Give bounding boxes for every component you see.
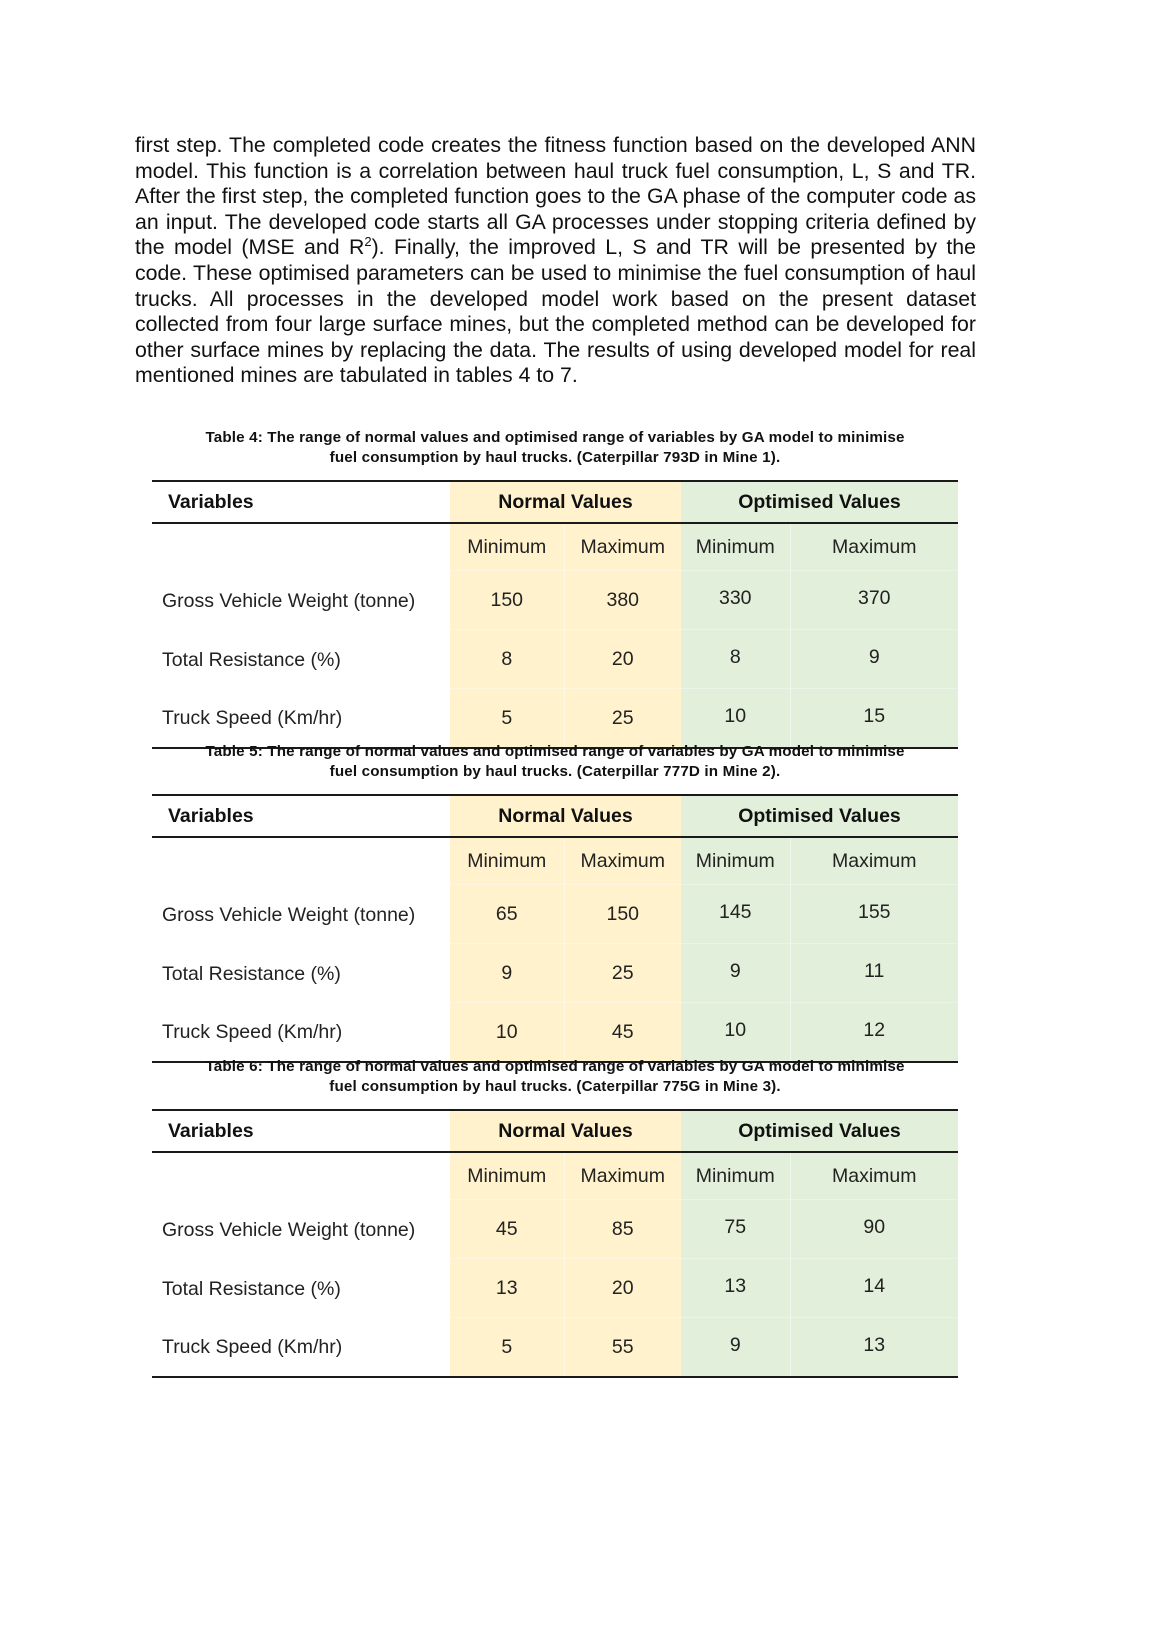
table-row	[152, 1318, 958, 1378]
normal-max: 150	[564, 885, 681, 944]
normal-min: 8	[450, 630, 564, 689]
opt-min: 8	[681, 630, 790, 689]
variable-name: Total Resistance (%)	[162, 648, 341, 671]
normal-min-header: Minimum	[450, 1152, 564, 1200]
table-5-block	[152, 742, 958, 1063]
normal-max: 25	[564, 689, 681, 749]
empty-cell	[152, 837, 450, 885]
table-5	[152, 794, 958, 1063]
variable-name: Gross Vehicle Weight (tonne)	[162, 589, 416, 612]
opt-min-header: Minimum	[681, 523, 790, 571]
variables-header: Variables	[152, 1110, 450, 1152]
normal-min: 65	[450, 885, 564, 944]
table-row	[152, 571, 958, 630]
opt-max-header: Maximum	[790, 523, 958, 571]
table-row	[152, 630, 958, 689]
table-row	[152, 944, 958, 1003]
opt-max: 12	[790, 1003, 958, 1063]
table-6	[152, 1109, 958, 1378]
table-4-block	[152, 428, 958, 749]
normal-min-header: Minimum	[450, 837, 564, 885]
header-row	[152, 481, 958, 523]
opt-min: 10	[681, 1003, 790, 1063]
normal-max-header: Maximum	[564, 523, 681, 571]
table-6-caption	[152, 1057, 958, 1097]
subheader-row	[152, 1152, 958, 1200]
normal-max: 380	[564, 571, 681, 630]
caption-line-2: fuel consumption by haul trucks. (Caterpillar 775G in Mine 3).	[329, 1078, 781, 1095]
table-row	[152, 689, 958, 749]
variable-name: Gross Vehicle Weight (tonne)	[162, 903, 416, 926]
normal-max: 55	[564, 1318, 681, 1378]
opt-min: 10	[681, 689, 790, 749]
normal-min: 5	[450, 1318, 564, 1378]
normal-max: 85	[564, 1200, 681, 1259]
opt-max: 370	[790, 571, 958, 630]
opt-min: 330	[681, 571, 790, 630]
opt-max: 90	[790, 1200, 958, 1259]
caption-line-2: fuel consumption by haul trucks. (Caterpillar 777D in Mine 2).	[329, 763, 781, 780]
opt-max: 15	[790, 689, 958, 749]
table-4-caption	[152, 428, 958, 468]
caption-line-1: Table 6: The range of normal values and optimised range of variables by GA model to minimise	[205, 1058, 905, 1075]
opt-max-header: Maximum	[790, 837, 958, 885]
normal-min: 10	[450, 1003, 564, 1063]
opt-min: 145	[681, 885, 790, 944]
subheader-row	[152, 837, 958, 885]
opt-max: 13	[790, 1318, 958, 1378]
opt-min: 9	[681, 1318, 790, 1378]
normal-max: 20	[564, 630, 681, 689]
subheader-row	[152, 523, 958, 571]
normal-min: 13	[450, 1259, 564, 1318]
variable-name: Gross Vehicle Weight (tonne)	[162, 1218, 416, 1241]
opt-max: 155	[790, 885, 958, 944]
opt-max: 9	[790, 630, 958, 689]
normal-max: 45	[564, 1003, 681, 1063]
opt-min: 75	[681, 1200, 790, 1259]
table-row	[152, 1200, 958, 1259]
opt-max-header: Maximum	[790, 1152, 958, 1200]
normal-min: 9	[450, 944, 564, 1003]
opt-min: 9	[681, 944, 790, 1003]
normal-min: 150	[450, 571, 564, 630]
opt-max: 11	[790, 944, 958, 1003]
caption-line-1: Table 5: The range of normal values and optimised range of variables by GA model to minimise	[205, 743, 905, 760]
variable-name: Truck Speed (Km/hr)	[162, 1336, 343, 1359]
empty-cell	[152, 523, 450, 571]
table-5-caption	[152, 742, 958, 782]
optimised-values-header: Optimised Values	[681, 1110, 958, 1152]
normal-values-header: Normal Values	[450, 795, 681, 837]
optimised-values-header: Optimised Values	[681, 795, 958, 837]
header-row	[152, 795, 958, 837]
table-row	[152, 1259, 958, 1318]
normal-max: 20	[564, 1259, 681, 1318]
normal-min-header: Minimum	[450, 523, 564, 571]
variables-header: Variables	[152, 795, 450, 837]
variable-name: Total Resistance (%)	[162, 962, 341, 985]
normal-min: 45	[450, 1200, 564, 1259]
variables-header: Variables	[152, 481, 450, 523]
variable-name: Total Resistance (%)	[162, 1277, 341, 1300]
variable-name: Truck Speed (Km/hr)	[162, 707, 343, 730]
caption-line-1: Table 4: The range of normal values and optimised range of variables by GA model to minimise	[205, 429, 905, 446]
table-row	[152, 885, 958, 944]
opt-min: 13	[681, 1259, 790, 1318]
empty-cell	[152, 1152, 450, 1200]
header-row	[152, 1110, 958, 1152]
normal-values-header: Normal Values	[450, 481, 681, 523]
table-6-block	[152, 1057, 958, 1378]
table-row	[152, 1003, 958, 1063]
normal-max-header: Maximum	[564, 837, 681, 885]
superscript-2: 2	[364, 234, 372, 250]
normal-values-header: Normal Values	[450, 1110, 681, 1152]
opt-min-header: Minimum	[681, 837, 790, 885]
optimised-values-header: Optimised Values	[681, 481, 958, 523]
body-paragraph	[135, 133, 976, 389]
opt-max: 14	[790, 1259, 958, 1318]
opt-min-header: Minimum	[681, 1152, 790, 1200]
variable-name: Truck Speed (Km/hr)	[162, 1021, 343, 1044]
caption-line-2: fuel consumption by haul trucks. (Caterpillar 793D in Mine 1).	[329, 449, 781, 466]
table-4	[152, 480, 958, 749]
normal-max: 25	[564, 944, 681, 1003]
paragraph-text-start: first step. The completed code creates the fitness function based on the developed ANN model. This function is a correlation between haul truck fuel consumption, L, S and TR. After the first step, the completed function goes to the GA phase of the computer code as an input. The developed code starts all GA processes under stopping criteria defined by the model (MSE and R	[135, 133, 976, 260]
paragraph-text-end: ). Finally, the improved L, S and TR will be presented by the code. These optimised parameters can be used to minimise the fuel consumption of haul trucks. All processes in the developed model work based on the present dataset collected from four large surface mines, but the completed method can be developed for other surface mines by replacing the data. The results of using developed model for real mentioned mines are tabulated in tables 4 to 7.	[135, 235, 976, 388]
normal-max-header: Maximum	[564, 1152, 681, 1200]
normal-min: 5	[450, 689, 564, 749]
